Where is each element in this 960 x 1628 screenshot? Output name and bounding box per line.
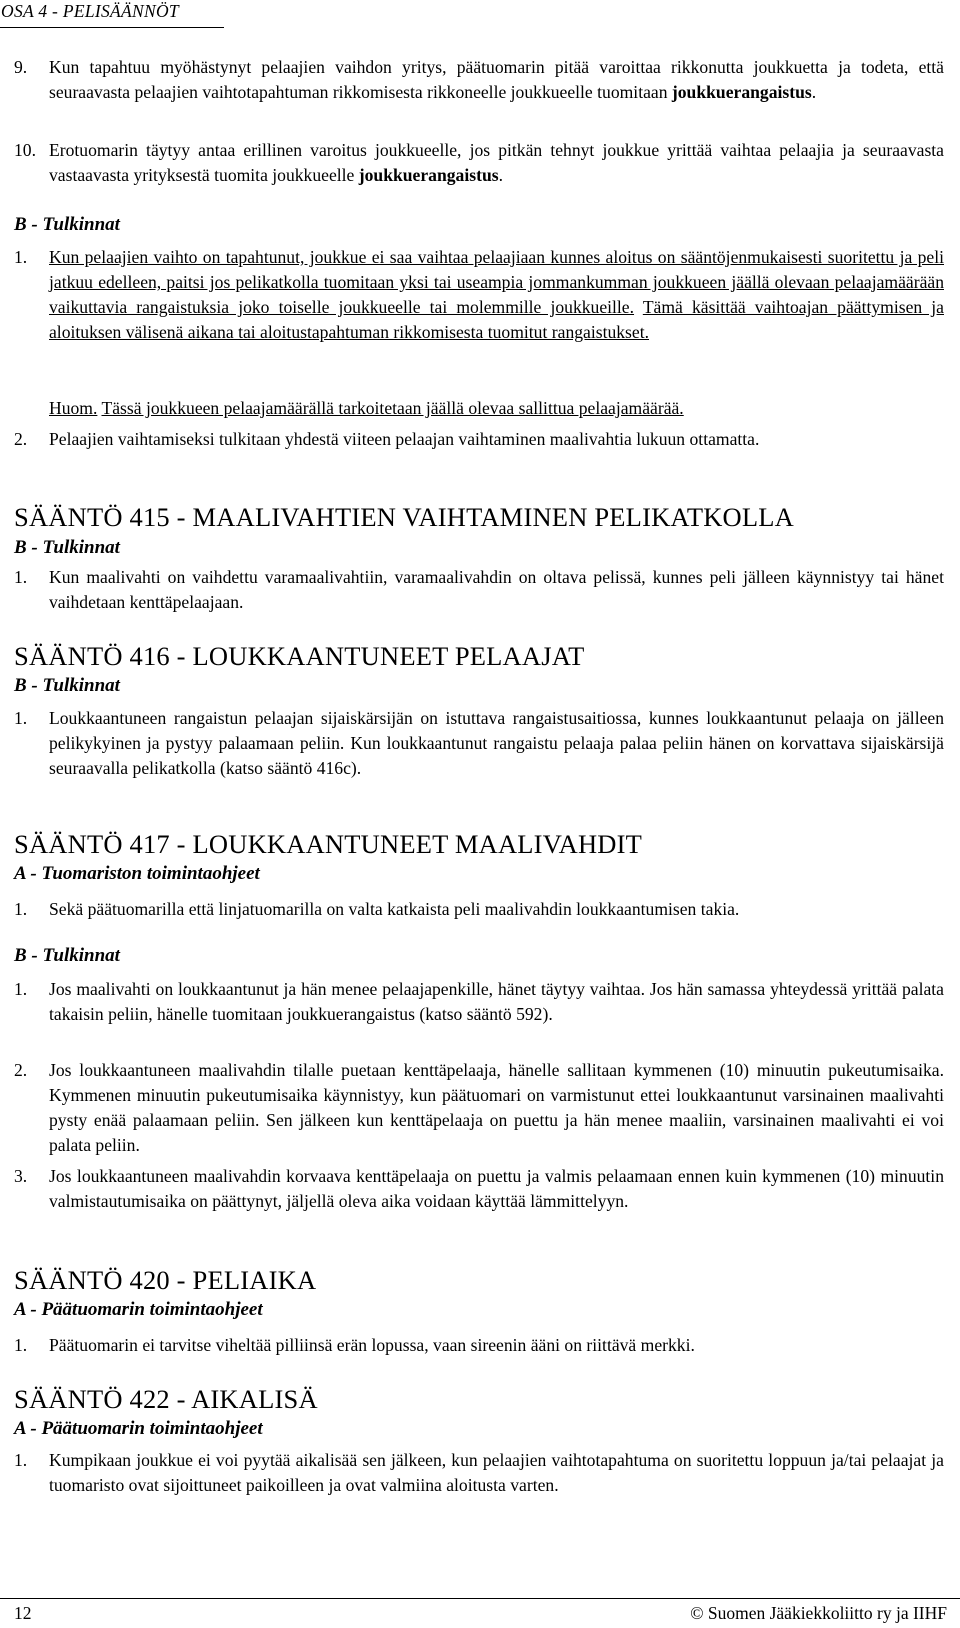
page-number: 12 [14,1603,32,1623]
item-number: 10. [14,140,36,160]
section-heading-b: B - Tulkinnat [14,945,120,966]
item-text-underlined-rest: Tämä käsittää vaihtoajan päättymisen ja aloituksen välisenä aikana tai aloitustapahtuman rikkomisesta tuomitut rangaistukset. [49,297,944,342]
rule-title-420: SÄÄNTÖ 420 - PELIAIKA [14,1265,317,1295]
item-text: Jos loukkaantuneen maalivahdin tilalle puetaan kenttäpelaaja, hänelle sallitaan kymmenen (10) minuutin pukeutumisaika. Kymmenen minuutin pukeutumisaika käynnistyy, kun päätuomari on varmistunut ettei loukkaantunut varsinainen maalivahti pysty enää palaamaan peliin. Sen jälkeen kun kenttäpelaaja on puettu ja hän menee maaliin, varsinainen maalivahti ei voi palata peliin. [49,1060,944,1155]
rule-item-10 [14,138,944,188]
item-text: Jos loukkaantuneen maalivahdin korvaava kenttäpelaaja on puettu ja valmis pelaamaan ennen kuin kymmenen (10) minuutin valmistautumisaika on päättynyt, jäljellä oleva aika voidaan käyttää lämmittelyyn. [49,1166,944,1211]
note-text: Tässä joukkueen pelaajamäärällä tarkoitetaan jäällä olevaa sallittua pelaajamäärää. [101,398,684,418]
item-number: 2. [14,429,28,449]
item-text-bold: joukkuerangaistus [671,82,812,102]
item-text-body: Kun tapahtuu myöhästynyt pelaajien vaihdon yritys, päätuomarin pitää varoittaa rikkonutta joukkuetta ja todeta, että seuraavasta pelaajien vaihtotapahtuman rikkomisesta rikkoneelle joukkueelle tuomitaan [49,57,944,102]
interpretation-item-2 [14,1058,944,1158]
item-text-bold: joukkuerangaistus [358,165,499,185]
section-heading: B - Tulkinnat [14,675,120,696]
instruction-item-1 [14,897,944,922]
item-text-underlined: Kun pelaajien vaihto on tapahtunut, joukkue ei saa vaihtaa pelaajiaan kunnes aloitus on sääntöjenmukaisesti suoritettu ja peli jatkuu edelleen, paitsi jos pelikatkolla tuomitaan yksi tai useampia jommankumman joukkueen jäällä olevaan pelaajamäärään vaikuttavia rangaistuksia joko toiselle joukkueelle tai molemmille joukkueille. [49,247,944,317]
item-text-body: Erotuomarin täytyy antaa erillinen varoitus joukkueelle, jos pitkän tehnyt joukkue yrittää vaihtaa pelaajia ja seuraavasta vastaavasta yrityksestä tuomita joukkueelle [49,140,944,185]
item-text [49,55,944,105]
item-text [49,138,944,188]
item-number: 3. [14,1166,28,1186]
item-text: Päätuomarin ei tarvitse viheltää pilliinsä erän lopussa, vaan sireenin ääni on riittävä merkki. [49,1335,695,1355]
interpretation-item-1 [14,245,944,345]
item-number: 1. [14,247,28,267]
section-heading: B - Tulkinnat [14,214,120,235]
item-text-end: . [498,165,503,185]
item-text: Jos maalivahti on loukkaantunut ja hän menee pelaajapenkille, hänet täytyy vaihtaa. Jos hän samassa yhteydessä yrittää palata takaisin peliin, hänelle tuomitaan joukkuerangaistus (katso sääntö 592). [49,979,944,1024]
item-number: 9. [14,57,28,77]
interpretation-item-2 [14,427,944,452]
instruction-item-1 [14,1333,944,1358]
rule-item-9 [14,55,944,105]
footer-divider [0,1598,960,1599]
note [49,396,944,421]
item-text: Kumpikaan joukkue ei voi pyytää aikalisää sen jälkeen, kun pelaajien vaihtotapahtuma on suoritettu loppuun ja/tai pelaajat ja tuomaristo ovat sijoittuneet paikoilleen ja ovat valmiina aloitusta varten. [49,1450,944,1495]
item-text-end: . [811,82,817,102]
instruction-item-1 [14,1448,944,1498]
item-number: 2. [14,1060,28,1080]
section-heading: A - Päätuomarin toimintaohjeet [14,1299,263,1320]
note-label: Huom. [49,398,98,418]
page-header: OSA 4 - PELISÄÄNNÖT [0,0,224,28]
item-text [49,245,944,345]
interpretation-item-1 [14,977,944,1027]
item-text: Kun maalivahti on vaihdettu varamaalivahtiin, varamaalivahdin on oltava pelissä, kunnes peli jälleen käynnistyy tai hänet vaihdetaan kenttäpelaajaan. [49,567,944,612]
rule-title-416: SÄÄNTÖ 416 - LOUKKAANTUNEET PELAAJAT [14,641,585,671]
interpretation-item-1 [14,565,944,615]
section-heading: A - Päätuomarin toimintaohjeet [14,1418,263,1439]
item-text: Pelaajien vaihtamiseksi tulkitaan yhdestä viiteen pelaajan vaihtaminen maalivahtia lukuun ottamatta. [49,429,760,449]
item-number: 1. [14,899,28,919]
item-text: Loukkaantuneen rangaistun pelaajan sijaiskärsijän on istuttava rangaistusaitiossa, kunnes loukkaantunut pelaaja on jälleen pelikykyinen ja pystyy palaamaan peliin. Kun loukkaantunut rangaistu pelaaja palaa peliin hänen on korvattava sijaiskärsijä seuraavalla pelikatkolla (katso sääntö 416c). [49,708,944,778]
item-text: Sekä päätuomarilla että linjatuomarilla on valta katkaista peli maalivahdin loukkaantumisen takia. [49,899,740,919]
item-number: 1. [14,1335,28,1355]
rule-title-415: SÄÄNTÖ 415 - MAALIVAHTIEN VAIHTAMINEN PELIKATKOLLA [14,502,795,532]
footer-copyright: © Suomen Jääkiekkoliitto ry ja IIHF [690,1603,947,1623]
interpretation-item-1 [14,706,944,781]
item-number: 1. [14,979,28,999]
interpretation-item-3 [14,1164,944,1214]
item-number: 1. [14,567,28,587]
item-number: 1. [14,1450,28,1470]
section-heading: B - Tulkinnat [14,537,120,558]
rule-title-417: SÄÄNTÖ 417 - LOUKKAANTUNEET MAALIVAHDIT [14,829,643,859]
rule-title-422: SÄÄNTÖ 422 - AIKALISÄ [14,1384,318,1414]
item-number: 1. [14,708,28,728]
section-heading-a: A - Tuomariston toimintaohjeet [14,863,260,884]
